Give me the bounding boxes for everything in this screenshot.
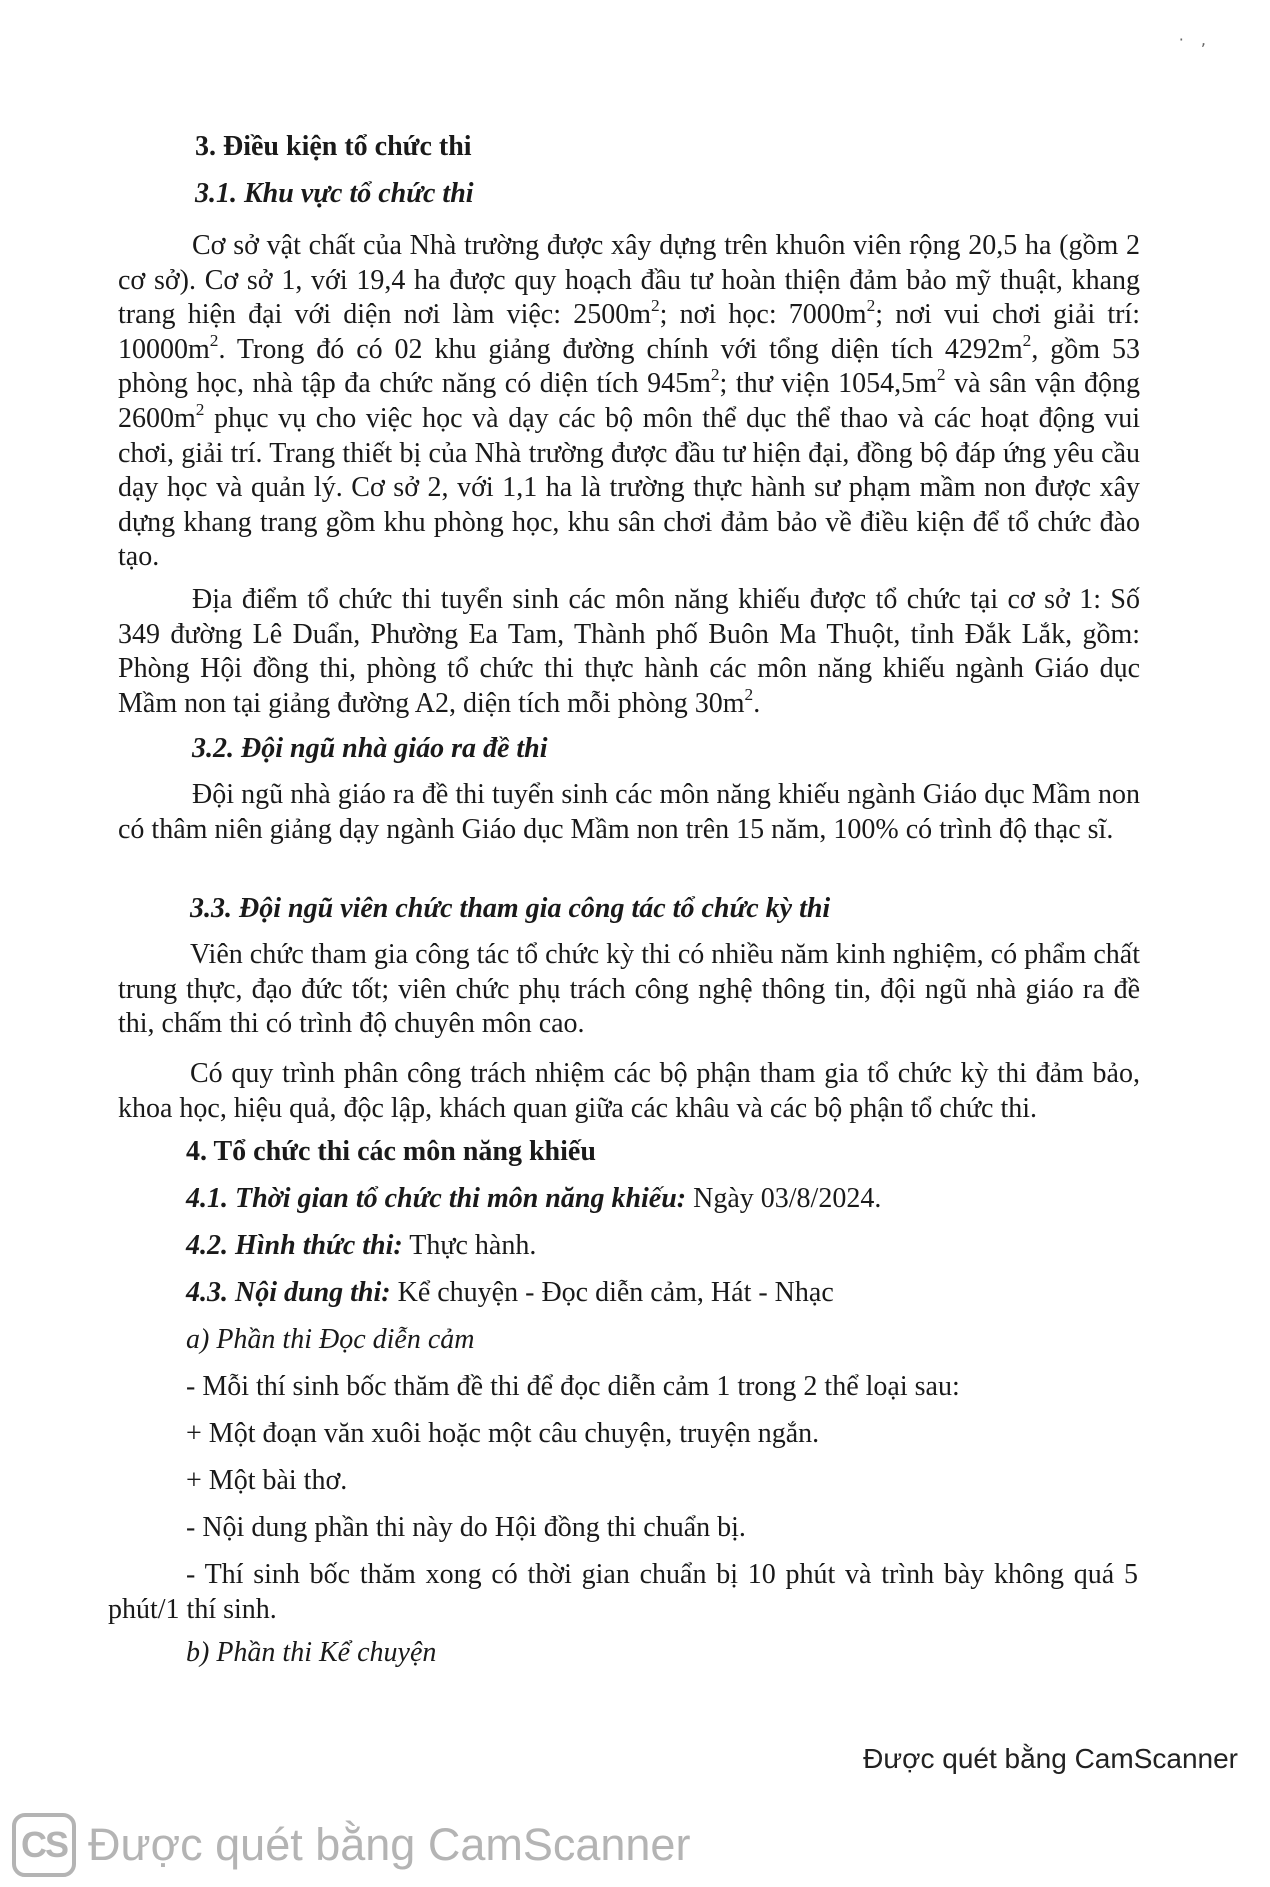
superscript: 2 bbox=[710, 365, 720, 385]
part-a-item-1: - Mỗi thí sinh bốc thăm đề thi để đọc diễn cảm 1 trong 2 thể loại sau: bbox=[186, 1371, 960, 1402]
section-3-1-paragraph-2 bbox=[118, 583, 1140, 721]
section-4-2-value: Thực hành. bbox=[402, 1230, 537, 1261]
section-4-3-value: Kể chuyện - Đọc diễn cảm, Hát - Nhạc bbox=[390, 1277, 834, 1308]
section-3-3-heading: 3.3. Đội ngũ viên chức tham gia công tác tổ chức kỳ thi bbox=[190, 893, 831, 924]
section-3-2-paragraph: Đội ngũ nhà giáo ra đề thi tuyển sinh các môn năng khiếu ngành Giáo dục Mầm non có thâm niên giảng dạy ngành Giáo dục Mầm non trên 15 năm, 100% có trình độ thạc sĩ. bbox=[118, 779, 1140, 845]
section-4-3-label: 4.3. Nội dung thi: bbox=[186, 1277, 391, 1308]
section-3-2-heading: 3.2. Đội ngũ nhà giáo ra đề thi bbox=[192, 733, 548, 764]
section-4-2-line bbox=[186, 1229, 536, 1264]
part-a-item-5: - Thí sinh bốc thăm xong có thời gian chuẩn bị 10 phút và trình bày không quá 5 phút/1 thí sinh. bbox=[108, 1559, 1138, 1625]
superscript: 2 bbox=[866, 296, 876, 316]
text-run: , gồm 53 phòng học, nhà tập đa chức năng có diện tích 945m bbox=[118, 333, 1140, 400]
section-3-1-paragraph-1 bbox=[118, 229, 1140, 575]
part-a-item-4: - Nội dung phần thi này do Hội đồng thi chuẩn bị. bbox=[186, 1512, 746, 1543]
text-run: ; nơi vui chơi giải trí: 10000m bbox=[118, 299, 1140, 365]
superscript: 2 bbox=[195, 399, 205, 419]
text-run: Địa điểm tổ chức thi tuyển sinh các môn năng khiếu được tổ chức tại cơ sở 1: Số 349 đường Lê Duẩn, Phường Ea Tam, Thành phố Buôn Ma Thuột, tỉnh Đắk Lắk, gồm: Phòng Hội đồng thi, phòng tổ chức thi thực hành các môn năng khiếu ngành Giáo dục Mầm non tại giảng đường A2, diện tích mỗi phòng 30m bbox=[118, 584, 1140, 719]
scan-mark: · , bbox=[1178, 30, 1212, 49]
section-4-1-label: 4.1. Thời gian tổ chức thi môn năng khiếu: bbox=[186, 1183, 687, 1214]
superscript: 2 bbox=[936, 365, 946, 385]
part-a-item-2: + Một đoạn văn xuôi hoặc một câu chuyện, truyện ngắn. bbox=[186, 1418, 820, 1449]
superscript: 2 bbox=[1022, 330, 1032, 350]
section-3-3-paragraph-1: Viên chức tham gia công tác tổ chức kỳ thi có nhiều năm kinh nghiệm, có phẩm chất trung thực, đạo đức tốt; viên chức phụ trách công nghệ thông tin, đội ngũ nhà giáo ra đề thi, chấm thi có trình độ chuyên môn cao. bbox=[118, 939, 1140, 1040]
section-3-3-paragraph-2: Có quy trình phân công trách nhiệm các bộ phận tham gia tổ chức kỳ thi đảm bảo, khoa học, hiệu quả, độc lập, khách quan giữa các khâu và các bộ phận tổ chức thi. bbox=[118, 1058, 1140, 1124]
part-a-item-3: + Một bài thơ. bbox=[186, 1465, 348, 1496]
superscript: 2 bbox=[650, 296, 660, 316]
section-4-2-label: 4.2. Hình thức thi: bbox=[186, 1230, 403, 1261]
camscanner-logo-icon: CS bbox=[12, 1813, 76, 1877]
scanned-footer: Được quét bằng CamScanner bbox=[863, 1743, 1238, 1774]
text-run: ; thư viện 1054,5m bbox=[719, 368, 937, 400]
text-run: Cơ sở vật chất của Nhà trường được xây dựng trên khuôn viên rộng 20,5 ha (gồm 2 cơ sở). Cơ sở 1, với 19,4 ha được quy hoạch đầu tư hoàn thiện đảm bảo mỹ thuật, khang trang hiện đại với diện nơi làm việc: 2500m bbox=[118, 230, 1140, 331]
text-run: và sân vận động 2600m bbox=[118, 368, 1140, 434]
section-3-1-heading: 3.1. Khu vực tổ chức thi bbox=[195, 178, 474, 209]
text-run: ; nơi học: 7000m bbox=[659, 299, 867, 331]
watermark-text: Được quét bằng CamScanner bbox=[88, 1819, 691, 1870]
section-4-1-value: Ngày 03/8/2024. bbox=[686, 1183, 882, 1214]
part-b-heading: b) Phần thi Kể chuyện bbox=[186, 1637, 437, 1668]
section-3-heading: 3. Điều kiện tổ chức thi bbox=[195, 131, 472, 162]
superscript: 2 bbox=[744, 684, 754, 704]
part-a-heading: a) Phần thi Đọc diễn cảm bbox=[186, 1324, 475, 1355]
text-run: . Trong đó có 02 khu giảng đường chính với tổng diện tích 4292m bbox=[218, 333, 1023, 365]
superscript: 2 bbox=[209, 330, 219, 350]
section-4-3-line bbox=[186, 1276, 834, 1311]
section-4-1-line bbox=[186, 1182, 881, 1217]
text-run: . bbox=[753, 687, 761, 719]
camscanner-watermark bbox=[12, 1810, 690, 1880]
section-4-heading: 4. Tổ chức thi các môn năng khiếu bbox=[186, 1136, 596, 1167]
text-run: phục vụ cho việc học và dạy các bộ môn thể dục thể thao và các hoạt động vui chơi, giải trí. Trang thiết bị của Nhà trường được đầu tư hiện đại, đồng bộ đáp ứng yêu cầu dạy học và quản lý. Cơ sở 2, với 1,1 ha là trường thực hành sư phạm mầm non được xây dựng khang trang gồm khu phòng học, khu sân chơi đảm bảo về điều kiện để tổ chức đào tạo. bbox=[118, 402, 1140, 573]
